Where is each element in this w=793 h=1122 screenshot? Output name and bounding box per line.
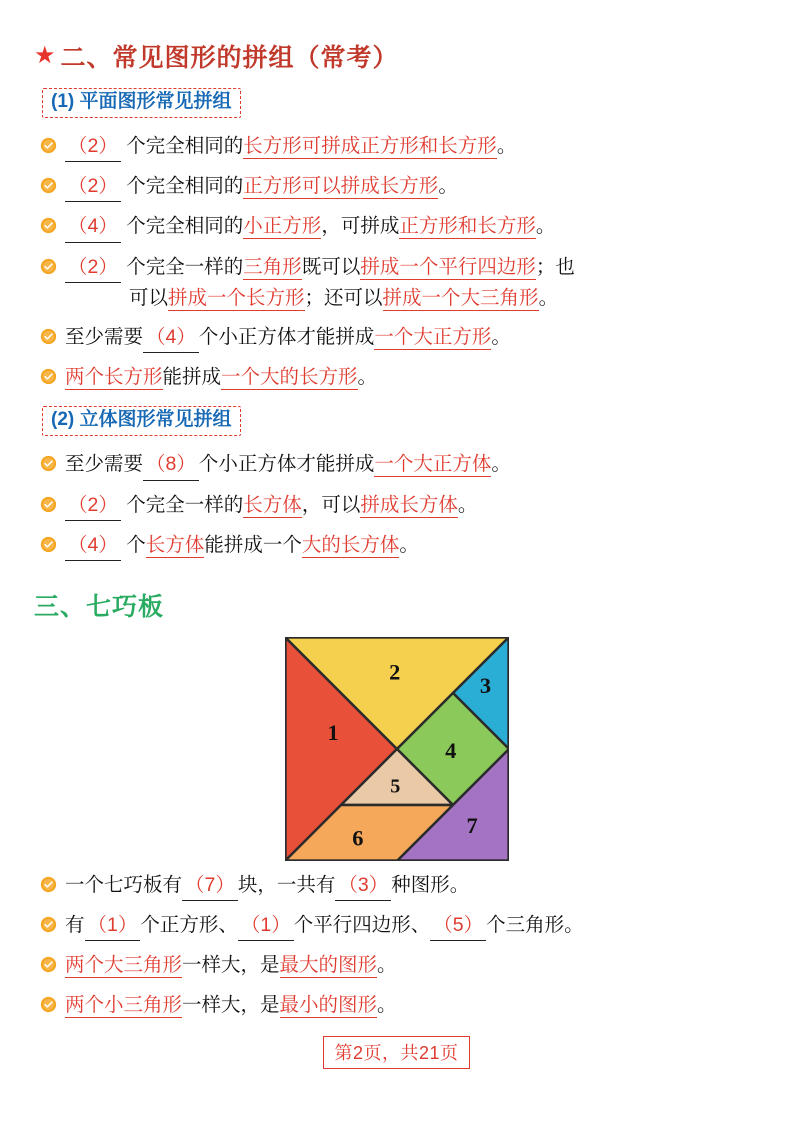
- flower-bullet-icon: [40, 177, 57, 194]
- text-run: 块，一共有: [237, 873, 336, 896]
- text-run: 个平行四边形、: [293, 914, 431, 937]
- list-item-text: [65, 910, 765, 941]
- flower-bullet-icon: [40, 536, 57, 553]
- text-run: 可以: [129, 286, 169, 309]
- text-run: 个完全一样的: [126, 493, 244, 516]
- answer-blank: （5）: [430, 910, 486, 941]
- subheading-solid-figures: (2) 立体图形常见拼组: [42, 406, 241, 436]
- tangram-label-4: 4: [444, 737, 456, 763]
- text-run: 一样大，是: [182, 954, 280, 977]
- answer-blank: （4）: [65, 211, 121, 242]
- text-run: 。: [357, 366, 378, 389]
- section-2-title-text: 二、常见图形的拼组（常考）: [60, 44, 399, 72]
- text-run: 个: [126, 533, 146, 556]
- highlight-run: 两个长方形: [65, 366, 163, 389]
- text-run: 个完全相同的: [126, 175, 244, 198]
- tangram-label-1: 1: [327, 720, 339, 746]
- text-run: 。: [491, 325, 511, 348]
- answer-blank: （8）: [143, 449, 199, 480]
- highlight-run: 拼成一个大三角形: [382, 286, 539, 309]
- text-run: 。: [457, 493, 478, 516]
- highlight-run: 拼成一个平行四边形: [360, 255, 536, 278]
- flower-bullet-icon: [40, 996, 57, 1013]
- highlight-run: 两个大三角形: [65, 954, 183, 977]
- highlight-run: 正方形和长方形: [399, 215, 536, 238]
- text-run: ；也: [535, 255, 575, 278]
- answer-blank: （2）: [65, 252, 121, 283]
- flower-bullet-icon: [40, 496, 57, 513]
- section-3-title: 三、七巧板: [34, 592, 165, 621]
- text-run: 。: [535, 215, 556, 238]
- list-item-text: [65, 950, 765, 980]
- answer-blank: （2）: [65, 171, 121, 202]
- text-run: 个正方形、: [140, 914, 238, 937]
- text-run: 至少需要: [65, 453, 144, 476]
- list-item-text: [65, 870, 765, 901]
- highlight-run: 长方形可拼成正方形和长方形: [243, 134, 497, 157]
- text-run: 。: [399, 533, 419, 556]
- text-run: ，可拼成: [321, 215, 400, 238]
- highlight-run: 正方形可以拼成长方形: [243, 175, 439, 198]
- text-run: 。: [496, 134, 517, 157]
- highlight-run: 长方体: [145, 533, 205, 556]
- star-icon: ★: [34, 42, 57, 69]
- highlight-run: 最大的图形: [279, 954, 378, 977]
- text-run: 能拼成一个: [204, 533, 302, 556]
- tangram-label-3: 3: [479, 672, 491, 698]
- list-item: [0, 171, 793, 202]
- flower-bullet-icon: [40, 916, 57, 933]
- answer-blank: （3）: [335, 870, 391, 901]
- list-item: [0, 990, 793, 1020]
- answer-blank: （4）: [143, 322, 199, 353]
- text-run: 有: [65, 914, 85, 937]
- text-run: 个完全相同的: [126, 215, 244, 238]
- highlight-run: 长方体: [243, 493, 302, 516]
- flower-bullet-icon: [40, 368, 57, 385]
- text-run: 种图形。: [391, 873, 470, 896]
- list-item: [0, 131, 793, 162]
- list-item: [0, 490, 793, 521]
- answer-blank: （1）: [238, 910, 294, 941]
- list-item: [0, 362, 793, 392]
- text-run: 。: [377, 954, 397, 977]
- subheading-plane-figures: (1) 平面图形常见拼组: [42, 88, 241, 118]
- flower-bullet-icon: [40, 876, 57, 893]
- text-run: 。: [438, 175, 458, 198]
- list-item: [0, 530, 793, 561]
- list-item: [0, 449, 793, 480]
- highlight-run: 一个大正方形: [374, 325, 492, 348]
- list-item-text: [65, 530, 765, 561]
- answer-blank: （2）: [65, 490, 121, 521]
- flower-bullet-icon: [40, 455, 57, 472]
- tangram-figure: [285, 637, 509, 861]
- text-run: 至少需要: [65, 325, 144, 348]
- list-item-text: [65, 449, 765, 480]
- list-item-text: [65, 362, 765, 392]
- list-item: [0, 910, 793, 941]
- text-run: 个完全一样的: [126, 255, 244, 278]
- tangram-label-5: 5: [389, 775, 400, 798]
- tangram-label-7: 7: [465, 812, 478, 838]
- flower-bullet-icon: [40, 258, 57, 275]
- list-item-text: [65, 322, 765, 353]
- flower-bullet-icon: [40, 956, 57, 973]
- highlight-run: 一个大的长方形: [221, 366, 358, 389]
- text-run: 个完全相同的: [126, 134, 244, 157]
- text-run: ；还可以: [304, 286, 383, 309]
- text-run: 。: [377, 993, 397, 1016]
- flower-bullet-icon: [40, 137, 57, 154]
- answer-blank: （4）: [65, 530, 121, 561]
- text-run: 个三角形。: [486, 914, 584, 937]
- page-footer: [0, 1036, 793, 1069]
- list-item: [0, 950, 793, 980]
- list-item-text: [65, 252, 765, 313]
- list-item: [0, 322, 793, 353]
- list-item-text: [65, 171, 765, 202]
- section-2-title: [0, 0, 793, 74]
- text-run: 个小正方体才能拼成: [198, 453, 375, 476]
- tangram-label-2: 2: [388, 659, 400, 685]
- text-run: 一个七巧板有: [65, 873, 183, 896]
- list-item-text: [65, 490, 765, 521]
- highlight-run: 两个小三角形: [65, 993, 183, 1016]
- answer-blank: （7）: [182, 870, 238, 901]
- list-item: [0, 870, 793, 901]
- text-run: ，可以: [301, 493, 361, 516]
- flower-bullet-icon: [40, 217, 57, 234]
- tangram-figure-wrap: [0, 637, 793, 861]
- list-item-text: [65, 211, 765, 242]
- list-item-text: [65, 131, 765, 162]
- tangram-label-6: 6: [351, 825, 363, 851]
- text-run: 。: [538, 286, 559, 309]
- text-run: 个小正方体才能拼成: [198, 325, 375, 348]
- text-run: 一样大，是: [182, 993, 280, 1016]
- text-run: 能拼成: [162, 366, 222, 389]
- highlight-run: 大的长方体: [301, 533, 400, 556]
- flower-bullet-icon: [40, 328, 57, 345]
- list-item: [0, 252, 793, 313]
- highlight-run: 三角形: [243, 255, 302, 278]
- answer-blank: （1）: [85, 910, 141, 941]
- highlight-run: 小正方形: [243, 215, 322, 238]
- highlight-run: 最小的图形: [279, 993, 378, 1016]
- highlight-run: 一个大正方体: [374, 453, 492, 476]
- page-number: 第2页，共21页: [323, 1036, 469, 1069]
- highlight-run: 拼成一个长方形: [168, 286, 305, 309]
- list-item: [0, 211, 793, 242]
- answer-blank: （2）: [65, 131, 121, 162]
- text-run: 。: [491, 453, 511, 476]
- list-item-text: [65, 990, 765, 1020]
- text-run: 既可以: [301, 255, 361, 278]
- highlight-run: 拼成长方体: [360, 493, 458, 516]
